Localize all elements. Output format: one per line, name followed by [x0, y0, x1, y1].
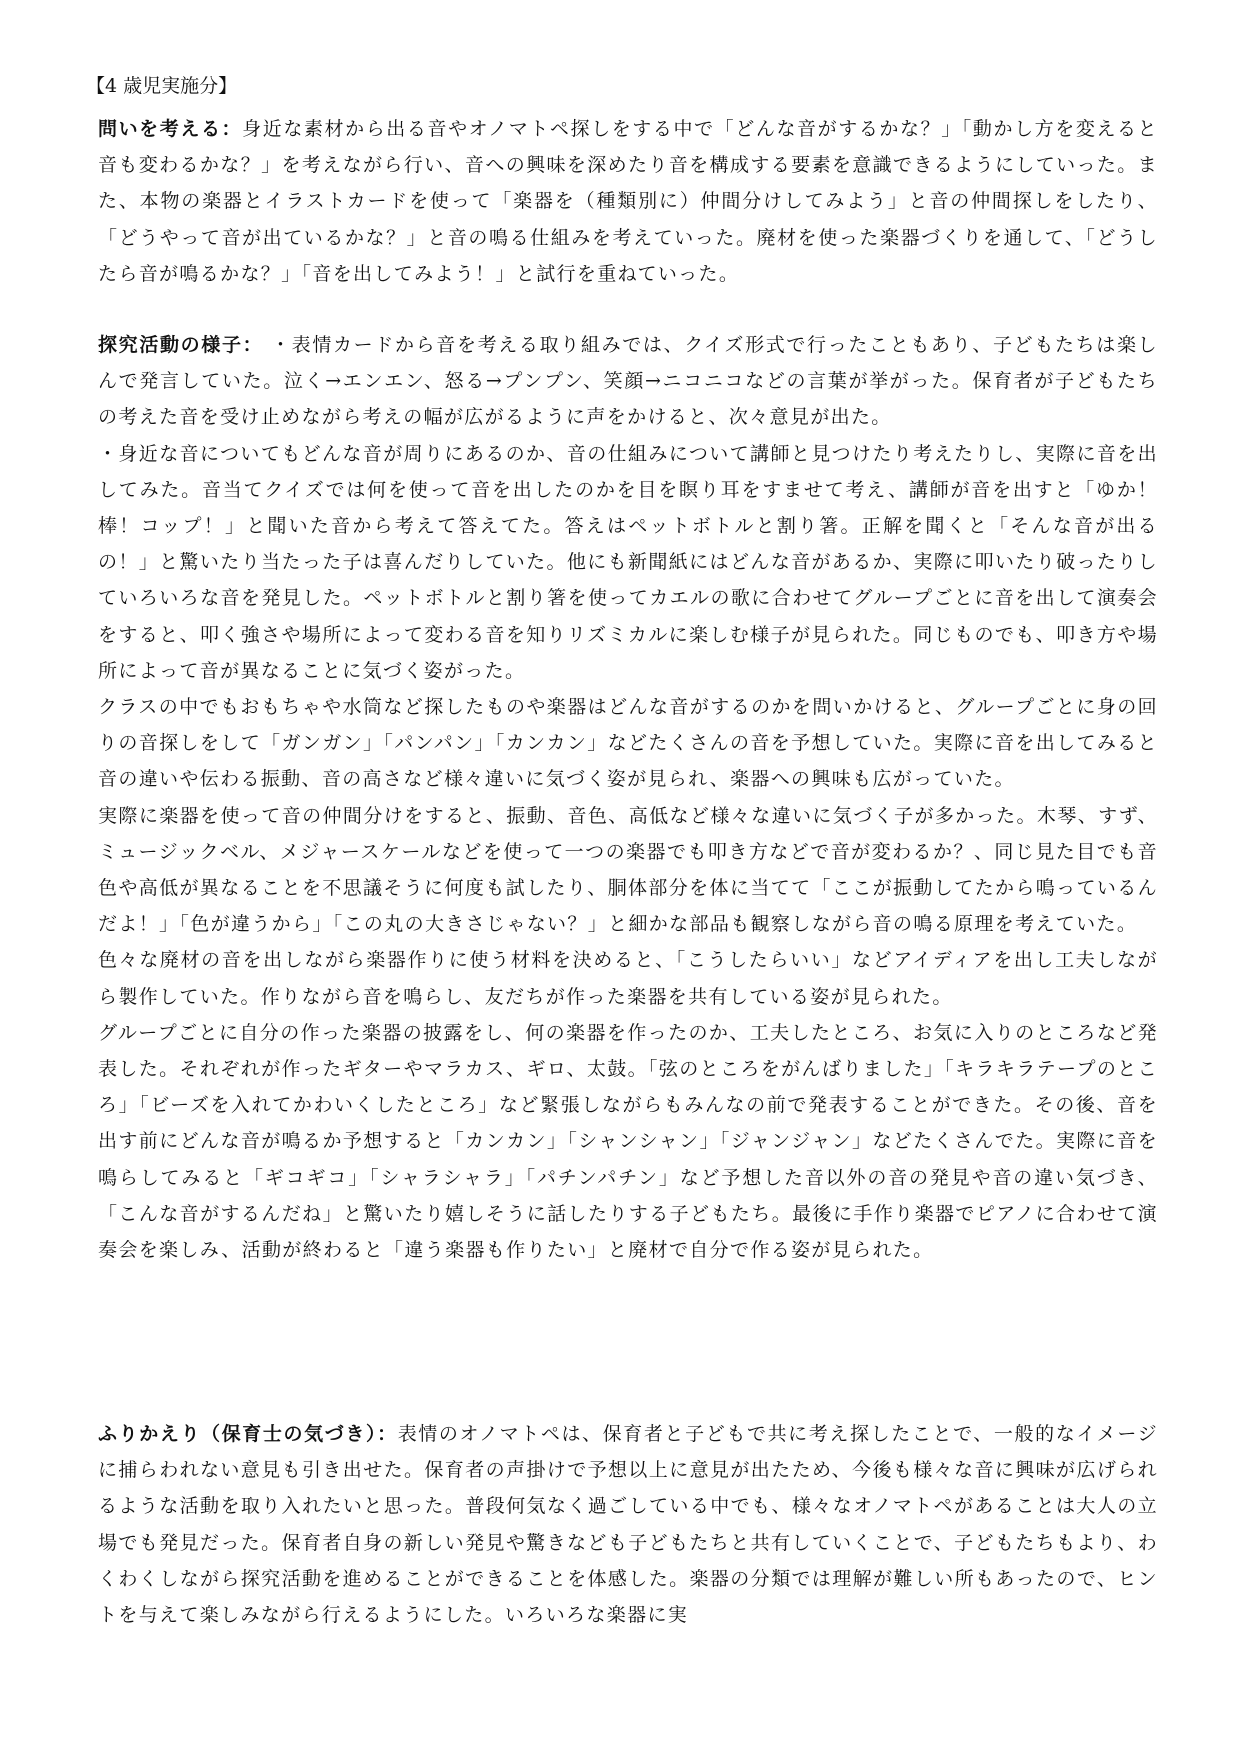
section-heading: 【4 歳児実施分】 — [86, 75, 238, 97]
inquiry-paragraph — [98, 327, 1158, 436]
inquiry-text: ・表情カードから音を考える取り組みでは、クイズ形式で行ったこともあり、子どもたちは楽しんで発言していた。泣く→エンエン、怒る→プンプン、笑顔→ニコニコなどの言葉が挙がった。保育者が子どもたちの考えた音を受け止めながら考えの幅が広がるように声をかけると、次々意見が出た。 — [98, 334, 1158, 429]
inquiry-paragraph: 色々な廃材の音を出しながら楽器作りに使う材料を決めると、「こうしたらいい」などアイディアを出し工夫しながら製作していた。作りながら音を鳴らし、友だちが作った楽器を共有している姿が見られた。 — [98, 949, 1158, 1008]
inquiry-paragraph: グループごとに自分の作った楽器の披露をし、何の楽器を作ったのか、工夫したところ、お気に入りのところなど発表した。それぞれが作ったギターやマラカス、ギロ、太鼓。「弦のところをがんばりました」「キラキラテープのところ」「ビーズを入れてかわいくしたところ」など緊張しながらもみんなの前で発表することができた。その後、音を出す前にどんな音が鳴るか予想すると「カンカン」「シャンシャン」「ジャンジャン」などたくさんでた。実際に音を鳴らしてみると「ギコギコ」「シャラシャラ」「パチンパチン」など予想した音以外の音の発見や音の違い気づき、「こんな音がするんだね」と驚いたり嬉しそうに話したりする子どもたち。最後に手作り楽器でピアノに合わせて演奏会を楽しみ、活動が終わると「違う楽器も作りたい」と廃材で自分で作る姿が見られた。 — [98, 1021, 1158, 1262]
questions-section — [98, 111, 1158, 292]
inquiry-label: 探究活動の様子： — [98, 334, 264, 356]
inquiry-paragraph: クラスの中でもおもちゃや水筒など探したものや楽器はどんな音がするのかを問いかけると、グループごとに身の回りの音探しをして「ガンガン」「パンパン」「カンカン」などたくさんの音を予想していた。実際に音を出してみると音の違いや伝わる振動、音の高さなど様々違いに気づく姿が見られ、楽器への興味も広がっていた。 — [98, 696, 1158, 791]
reflection-text: 表情のオノマトペは、保育者と子どもで共に考え探したことで、一般的なイメージに捕らわれない意見も引き出せた。保育者の声掛けで予想以上に意見が出たため、今後も様々な音に興味が広げられるような活動を取り入れたいと思った。普段何気なく過ごしている中でも、様々なオノマトペがあることは大人の立場でも発見だった。保育者自身の新しい発見や驚きなども子どもたちと共有していくことで、子どもたちもより、わくわくしながら探究活動を進めることができることを体感した。楽器の分類では理解が難しい所もあったので、ヒントを与えて楽しみながら行えるようにした。いろいろな楽器に実 — [98, 1423, 1158, 1627]
questions-label: 問いを考える： — [98, 118, 243, 140]
inquiry-section — [98, 327, 1158, 1268]
inquiry-paragraph: 実際に楽器を使って音の仲間分けをすると、振動、音色、高低など様々な違いに気づく子が多かった。木琴、すず、ミュージックベル、メジャースケールなどを使って一つの楽器でも叩き方などで音が変わるか？、同じ見た目でも音色や高低が異なることを不思議そうに何度も試したり、胴体部分を体に当てて「ここが振動してたから鳴っているんだよ！」「色が違うから」「この丸の大きさじゃない？」と細かな部品も観察しながら音の鳴る原理を考えていた。 — [98, 804, 1158, 936]
inquiry-paragraph: ・身近な音についてもどんな音が周りにあるのか、音の仕組みについて講師と見つけたり考えたりし、実際に音を出してみた。音当てクイズでは何を使って音を出したのかを目を瞑り耳をすませて考え、講師が音を出すと「ゆか！棒！コップ！」と聞いた音から考えて答えてた。答えはペットボトルと割り箸。正解を聞くと「そんな音が出るの！」と驚いたり当たった子は喜んだりしていた。他にも新聞紙にはどんな音があるか、実際に叩いたり破ったりしていろいろな音を発見した。ペットボトルと割り箸を使ってカエルの歌に合わせてグループごとに音を出して演奏会をすると、叩く強さや場所によって変わる音を知りリズミカルに楽しむ様子が見られた。同じものでも、叩き方や場所によって音が異なることに気づく姿がった。 — [98, 442, 1158, 682]
reflection-section — [98, 1416, 1158, 1633]
reflection-paragraph — [98, 1416, 1158, 1633]
reflection-label: ふりかえり（保育士の気づき）： — [98, 1423, 398, 1445]
questions-text: 身近な素材から出る音やオノマトペ探しをする中で「どんな音がするかな？」「動かし方を変えると音も変わるかな？」を考えながら行い、音への興味を深めたり音を構成する要素を意識できるようにしていった。また、本物の楽器とイラストカードを使って「楽器を（種類別に）仲間分けしてみよう」と音の仲間探しをしたり、「どうやって音が出ているかな？」と音の鳴る仕組みを考えていった。廃材を使った楽器づくりを通して、「どうしたら音が鳴るかな？」「音を出してみよう！」と試行を重ねていった。 — [98, 118, 1158, 285]
questions-paragraph — [98, 111, 1158, 292]
